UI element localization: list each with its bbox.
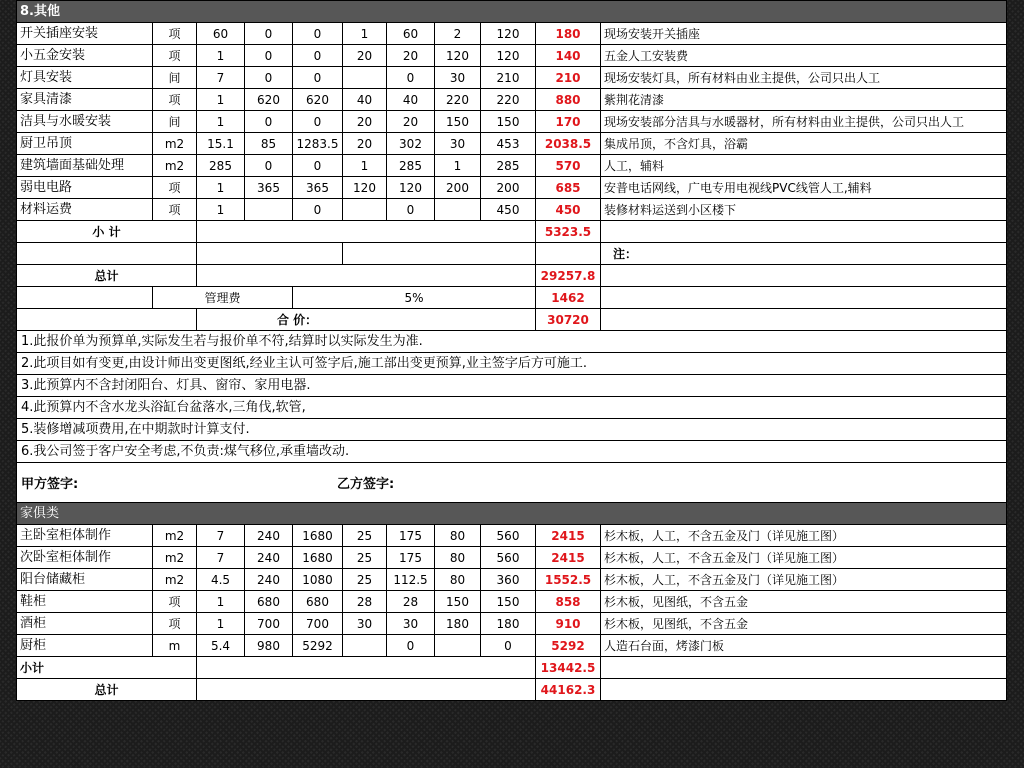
remark-row [17, 441, 1007, 463]
remark-text: 5.装修增减项费用,在中期款时计算支付. [17, 419, 1007, 441]
remark-text: 6.我公司签于客户安全考虑,不负责:煤气移位,承重墙改动. [17, 441, 1007, 463]
cell-unit: 项 [153, 199, 197, 221]
cell-name: 家具清漆 [17, 89, 153, 111]
cell-name: 厨卫吊顶 [17, 133, 153, 155]
cell-c2: 365 [293, 177, 343, 199]
table-row [17, 155, 1007, 177]
cell-unit: m2 [153, 547, 197, 569]
cell-c2: 620 [293, 89, 343, 111]
cell-c4: 285 [387, 155, 435, 177]
cell-c1: 85 [245, 133, 293, 155]
cell-qty: 60 [197, 23, 245, 45]
cell-c2: 1080 [293, 569, 343, 591]
cell-c4: 112.5 [387, 569, 435, 591]
empty-cell [197, 657, 536, 679]
cell-c2: 1283.5 [293, 133, 343, 155]
empty-cell [197, 679, 536, 701]
table-row [17, 111, 1007, 133]
remark-row [17, 353, 1007, 375]
cell-c6: 0 [481, 635, 536, 657]
cell-c3: 25 [343, 569, 387, 591]
section-header-other [17, 1, 1007, 23]
table-row [17, 23, 1007, 45]
cell-c5: 220 [435, 89, 481, 111]
cell-c5: 80 [435, 525, 481, 547]
cell-c1: 0 [245, 23, 293, 45]
cell-name: 主卧室柜体制作 [17, 525, 153, 547]
grand-total-row [17, 265, 1007, 287]
cell-name: 材料运费 [17, 199, 153, 221]
cell-unit: m2 [153, 569, 197, 591]
table-row [17, 525, 1007, 547]
cell-c1: 240 [245, 525, 293, 547]
grand-total-label: 总计 [17, 265, 197, 287]
empty-cell [601, 287, 1007, 309]
cell-c1: 980 [245, 635, 293, 657]
cell-c1: 240 [245, 569, 293, 591]
cell-c2: 0 [293, 23, 343, 45]
cell-total: 5292 [536, 635, 601, 657]
cell-qty: 285 [197, 155, 245, 177]
cell-unit: m2 [153, 133, 197, 155]
cell-total: 450 [536, 199, 601, 221]
cell-c5: 150 [435, 111, 481, 133]
remark-row [17, 331, 1007, 353]
cell-c4: 20 [387, 45, 435, 67]
cell-note: 紫荆花清漆 [601, 89, 1007, 111]
cell-c2: 0 [293, 45, 343, 67]
remark-row [17, 375, 1007, 397]
cell-c6: 200 [481, 177, 536, 199]
cell-c1: 240 [245, 547, 293, 569]
table-row [17, 67, 1007, 89]
cell-qty: 1 [197, 613, 245, 635]
cell-c3: 20 [343, 45, 387, 67]
cell-unit: 间 [153, 67, 197, 89]
cell-qty: 4.5 [197, 569, 245, 591]
cell-qty: 7 [197, 547, 245, 569]
cell-name: 洁具与水暖安装 [17, 111, 153, 133]
cell-name: 厨柜 [17, 635, 153, 657]
empty-cell [197, 221, 536, 243]
cell-unit: 项 [153, 613, 197, 635]
quotation-body [17, 1, 1007, 701]
cell-c3: 30 [343, 613, 387, 635]
cell-c3: 28 [343, 591, 387, 613]
cell-qty: 5.4 [197, 635, 245, 657]
cell-unit: m2 [153, 525, 197, 547]
cell-c6: 453 [481, 133, 536, 155]
table-row [17, 591, 1007, 613]
cell-c4: 28 [387, 591, 435, 613]
cell-total: 2415 [536, 525, 601, 547]
grand-total-value: 29257.8 [536, 265, 601, 287]
grand-total-label: 总计 [17, 679, 197, 701]
cell-c3 [343, 635, 387, 657]
cell-c3 [343, 199, 387, 221]
quotation-table [16, 0, 1007, 701]
grand-total-row [17, 679, 1007, 701]
cell-c1: 620 [245, 89, 293, 111]
cell-c3: 20 [343, 133, 387, 155]
cell-c4: 0 [387, 199, 435, 221]
cell-name: 鞋柜 [17, 591, 153, 613]
cell-c1: 0 [245, 111, 293, 133]
cell-c5: 30 [435, 67, 481, 89]
subtotal-row [17, 221, 1007, 243]
remark-text: 4.此预算内不含水龙头浴缸台盆落水,三角伐,软管, [17, 397, 1007, 419]
cell-note: 人工，辅料 [601, 155, 1007, 177]
empty-cell [17, 309, 197, 331]
table-row [17, 613, 1007, 635]
cell-c5: 180 [435, 613, 481, 635]
cell-c4: 302 [387, 133, 435, 155]
empty-cell [197, 265, 536, 287]
final-price-label: 合 价： [197, 309, 536, 331]
cell-note: 现场安装灯具，所有材料由业主提供，公司只出人工 [601, 67, 1007, 89]
cell-note: 杉木板，人工，不含五金及门（详见施工图） [601, 569, 1007, 591]
cell-name: 弱电电路 [17, 177, 153, 199]
cell-c1: 700 [245, 613, 293, 635]
cell-c4: 0 [387, 635, 435, 657]
cell-c3: 1 [343, 23, 387, 45]
signature-area [17, 463, 1007, 503]
cell-name: 灯具安装 [17, 67, 153, 89]
table-row [17, 89, 1007, 111]
table-row [17, 547, 1007, 569]
cell-c3: 25 [343, 525, 387, 547]
cell-c3: 20 [343, 111, 387, 133]
cell-unit: 项 [153, 23, 197, 45]
empty-cell [601, 221, 1007, 243]
cell-c6: 120 [481, 45, 536, 67]
subtotal-value: 13442.5 [536, 657, 601, 679]
empty-cell [197, 243, 343, 265]
cell-total: 210 [536, 67, 601, 89]
cell-note: 杉木板，人工，不含五金及门（详见施工图） [601, 525, 1007, 547]
cell-c4: 0 [387, 67, 435, 89]
cell-total: 880 [536, 89, 601, 111]
cell-note: 杉木板，人工，不含五金及门（详见施工图） [601, 547, 1007, 569]
cell-name: 建筑墙面基础处理 [17, 155, 153, 177]
grand-total-value: 44162.3 [536, 679, 601, 701]
cell-unit: 间 [153, 111, 197, 133]
subtotal-value: 5323.5 [536, 221, 601, 243]
cell-c5 [435, 635, 481, 657]
cell-c2: 0 [293, 111, 343, 133]
cell-total: 910 [536, 613, 601, 635]
cell-note: 杉木板，见图纸，不含五金 [601, 613, 1007, 635]
cell-qty: 1 [197, 199, 245, 221]
empty-cell [601, 265, 1007, 287]
cell-total: 858 [536, 591, 601, 613]
cell-note: 人造石台面，烤漆门板 [601, 635, 1007, 657]
cell-c6: 210 [481, 67, 536, 89]
cell-c5 [435, 199, 481, 221]
section-header-furniture-title: 家俱类 [17, 503, 1007, 525]
cell-name: 开关插座安装 [17, 23, 153, 45]
empty-cell [17, 287, 153, 309]
cell-c6: 450 [481, 199, 536, 221]
cell-c2: 0 [293, 199, 343, 221]
cell-c1: 680 [245, 591, 293, 613]
quotation-sheet [16, 0, 1006, 701]
empty-cell [601, 309, 1007, 331]
cell-c5: 120 [435, 45, 481, 67]
cell-unit: 项 [153, 591, 197, 613]
cell-qty: 7 [197, 67, 245, 89]
party-a-signature-label: 甲方签字: [21, 477, 79, 492]
cell-total: 570 [536, 155, 601, 177]
cell-c6: 560 [481, 547, 536, 569]
signature-row [17, 463, 1007, 503]
cell-qty: 1 [197, 177, 245, 199]
subtotal-label: 小计 [17, 657, 197, 679]
cell-note: 现场安装开关插座 [601, 23, 1007, 45]
cell-unit: 项 [153, 177, 197, 199]
empty-cell [601, 657, 1007, 679]
cell-c3 [343, 67, 387, 89]
cell-c2: 0 [293, 155, 343, 177]
management-fee-label: 管理费 [153, 287, 293, 309]
cell-name: 阳台储藏柜 [17, 569, 153, 591]
cell-c5: 200 [435, 177, 481, 199]
cell-c4: 20 [387, 111, 435, 133]
cell-total: 180 [536, 23, 601, 45]
cell-c6: 285 [481, 155, 536, 177]
party-b-signature-label: 乙方签字: [337, 477, 395, 492]
cell-unit: 项 [153, 89, 197, 111]
cell-c1: 0 [245, 45, 293, 67]
cell-c3: 25 [343, 547, 387, 569]
cell-c2: 5292 [293, 635, 343, 657]
remark-text: 3.此预算内不含封闭阳台、灯具、窗帘、家用电器. [17, 375, 1007, 397]
cell-c5: 30 [435, 133, 481, 155]
table-row [17, 177, 1007, 199]
cell-c4: 40 [387, 89, 435, 111]
cell-c1 [245, 199, 293, 221]
cell-note: 安普电话网线，广电专用电视线PVC线管人工,辅料 [601, 177, 1007, 199]
section-header-furniture [17, 503, 1007, 525]
cell-note: 集成吊顶，不含灯具，浴霸 [601, 133, 1007, 155]
cell-c6: 560 [481, 525, 536, 547]
cell-c3: 40 [343, 89, 387, 111]
cell-unit: m2 [153, 155, 197, 177]
empty-cell [17, 243, 197, 265]
management-fee-row [17, 287, 1007, 309]
cell-c4: 30 [387, 613, 435, 635]
remark-row [17, 397, 1007, 419]
cell-note: 现场安装部分洁具与水暖器材，所有材料由业主提供，公司只出人工 [601, 111, 1007, 133]
empty-cell [601, 679, 1007, 701]
section-header-other-title: 8.其他 [17, 1, 1007, 23]
table-row [17, 133, 1007, 155]
subtotal-row [17, 657, 1007, 679]
table-row [17, 199, 1007, 221]
remark-text: 1.此报价单为预算单,实际发生若与报价单不符,结算时以实际发生为准. [17, 331, 1007, 353]
cell-c5: 80 [435, 569, 481, 591]
cell-c5: 1 [435, 155, 481, 177]
remark-row [17, 419, 1007, 441]
final-price-row [17, 309, 1007, 331]
cell-c2: 0 [293, 67, 343, 89]
cell-c2: 1680 [293, 547, 343, 569]
table-row [17, 45, 1007, 67]
cell-c6: 360 [481, 569, 536, 591]
cell-c4: 120 [387, 177, 435, 199]
cell-qty: 1 [197, 111, 245, 133]
empty-cell [343, 243, 536, 265]
cell-c4: 60 [387, 23, 435, 45]
cell-unit: 项 [153, 45, 197, 67]
cell-c6: 220 [481, 89, 536, 111]
cell-c3: 1 [343, 155, 387, 177]
remark-text: 2.此项目如有变更,由设计师出变更图纸,经业主认可签字后,施工部出变更预算,业主签字后方可施工. [17, 353, 1007, 375]
cell-c1: 0 [245, 67, 293, 89]
cell-note: 五金人工安装费 [601, 45, 1007, 67]
note-label: 注： [601, 243, 1007, 265]
cell-note: 装修材料运送到小区楼下 [601, 199, 1007, 221]
management-fee-rate: 5% [293, 287, 536, 309]
cell-qty: 7 [197, 525, 245, 547]
cell-total: 170 [536, 111, 601, 133]
subtotal-label: 小 计 [17, 221, 197, 243]
cell-c6: 180 [481, 613, 536, 635]
cell-note: 杉木板，见图纸，不含五金 [601, 591, 1007, 613]
cell-total: 2415 [536, 547, 601, 569]
cell-total: 140 [536, 45, 601, 67]
cell-qty: 1 [197, 45, 245, 67]
cell-c3: 120 [343, 177, 387, 199]
cell-name: 次卧室柜体制作 [17, 547, 153, 569]
management-fee-value: 1462 [536, 287, 601, 309]
cell-c1: 365 [245, 177, 293, 199]
cell-name: 酒柜 [17, 613, 153, 635]
final-price-value: 30720 [536, 309, 601, 331]
cell-c2: 1680 [293, 525, 343, 547]
cell-total: 1552.5 [536, 569, 601, 591]
cell-c2: 700 [293, 613, 343, 635]
cell-c6: 150 [481, 111, 536, 133]
cell-total: 685 [536, 177, 601, 199]
cell-c4: 175 [387, 547, 435, 569]
cell-c5: 150 [435, 591, 481, 613]
cell-qty: 1 [197, 591, 245, 613]
cell-total: 2038.5 [536, 133, 601, 155]
cell-qty: 1 [197, 89, 245, 111]
blank-row [17, 243, 1007, 265]
cell-unit: m [153, 635, 197, 657]
cell-qty: 15.1 [197, 133, 245, 155]
cell-c1: 0 [245, 155, 293, 177]
table-row [17, 569, 1007, 591]
table-row [17, 635, 1007, 657]
cell-name: 小五金安装 [17, 45, 153, 67]
cell-c6: 150 [481, 591, 536, 613]
cell-c4: 175 [387, 525, 435, 547]
cell-c5: 2 [435, 23, 481, 45]
empty-cell [536, 243, 601, 265]
cell-c5: 80 [435, 547, 481, 569]
cell-c2: 680 [293, 591, 343, 613]
cell-c6: 120 [481, 23, 536, 45]
